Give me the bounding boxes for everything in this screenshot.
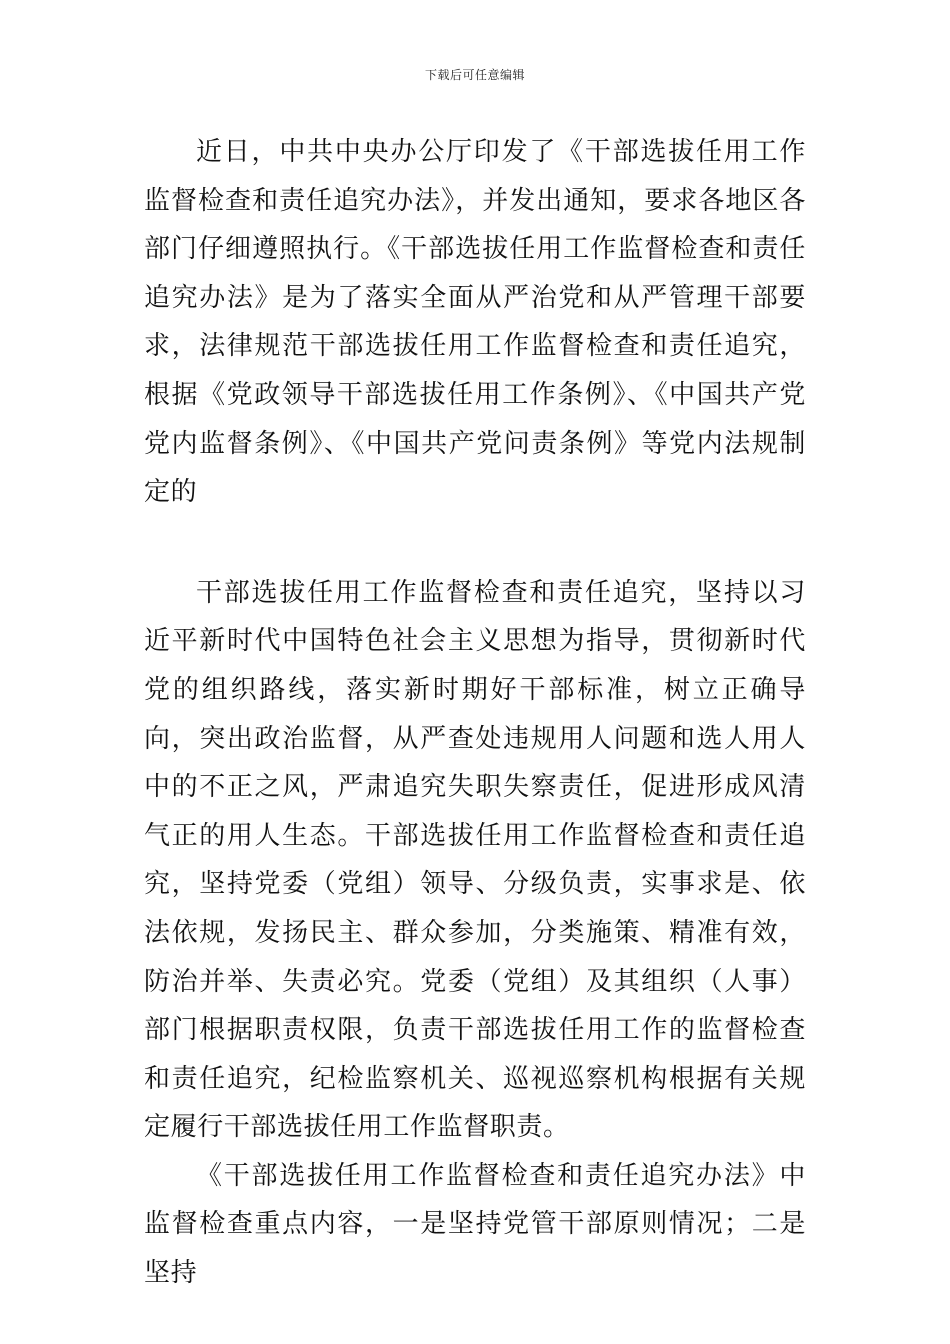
paragraph-intro: 近日，中共中央办公厅印发了《干部选拔任用工作监督检查和责任追究办法》，并发出通知，要求各地区各部门仔细遵照执行。《干部选拔任用工作监督检查和责任追究办法》是为了落实全面从严治党和从严管理干部要求，法律规范干部选拔任用工作监督检查和责任追究，根据《党政领导干部选拔任用工作条例》、《中国共产党党内监督条例》、《中国共产党问责条例》等党内法规制定的 bbox=[144, 137, 806, 508]
paragraph-key-content: 《干部选拔任用工作监督检查和责任追究办法》中监督检查重点内容，一是坚持党管干部原则情况；二是坚持 bbox=[144, 1160, 806, 1289]
paragraph-principles: 干部选拔任用工作监督检查和责任追究，坚持以习近平新时代中国特色社会主义思想为指导，贯彻新时代党的组织路线，落实新时期好干部标准，树立正确导向，突出政治监督，从严查处违规用人问题和选人用人中的不正之风，严肃追究失职失察责任，促进形成风清气正的用人生态。干部选拔任用工作监督检查和责任追究，坚持党委（党组）领导、分级负责，实事求是、依法依规，发扬民主、群众参加，分类施策、精准有效，防治并举、失责必究。党委（党组）及其组织（人事）部门根据职责权限，负责干部选拔任用工作的监督检查和责任追究，纪检监察机关、巡视巡察机构根据有关规定履行干部选拔任用工作监督职责。 bbox=[144, 577, 806, 1143]
header-note: 下载后可任意编辑 bbox=[424, 68, 525, 82]
document-body bbox=[144, 128, 806, 1298]
